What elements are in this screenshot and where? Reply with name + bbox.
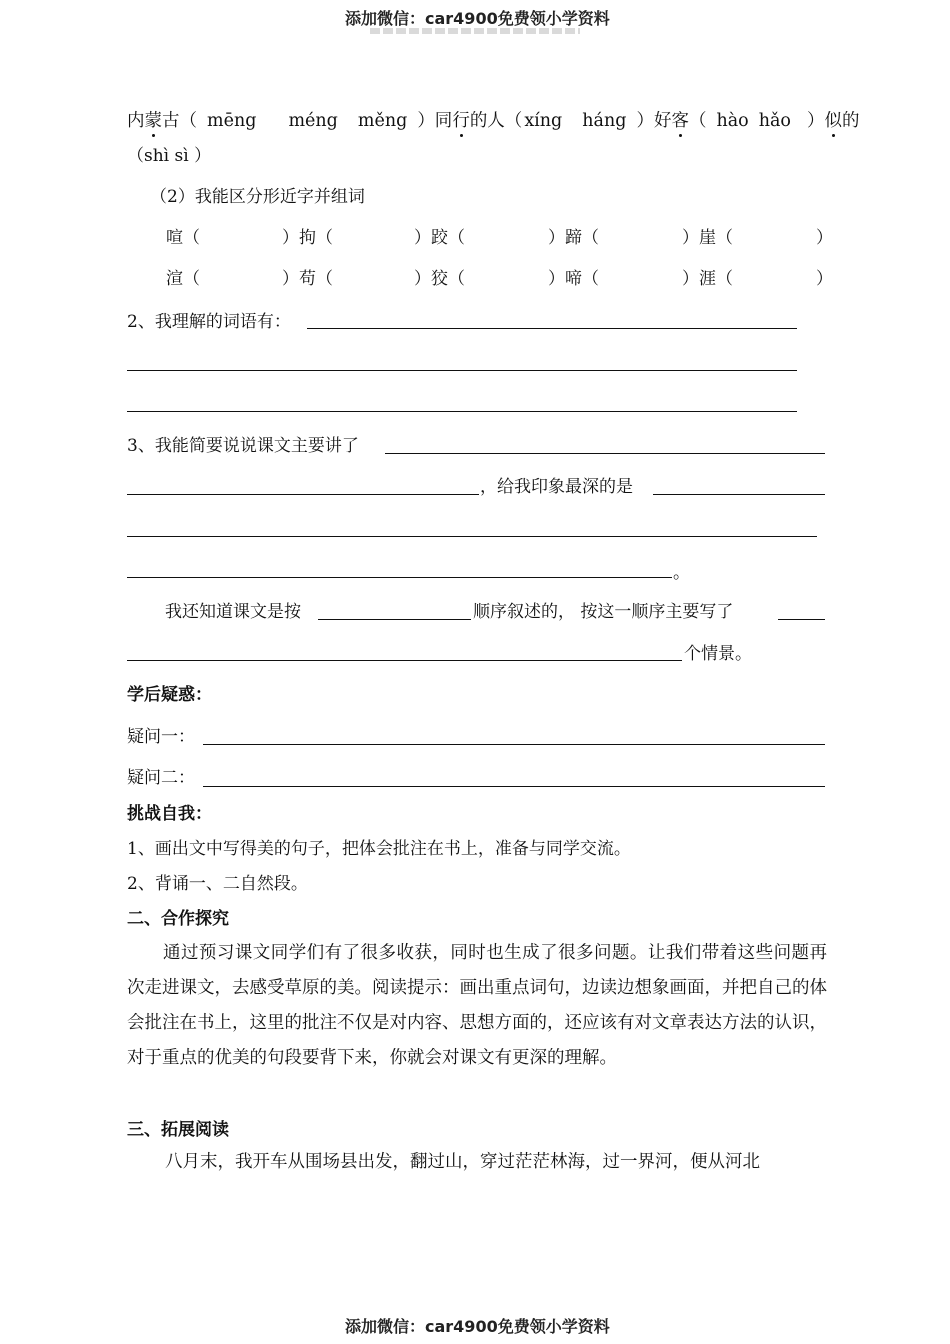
answer-line[interactable] — [203, 744, 825, 745]
dotted-char: 蒙 — [144, 111, 162, 131]
order-text-a: 我还知道课文是按 — [165, 602, 301, 622]
answer-line[interactable] — [385, 453, 825, 454]
answer-line[interactable] — [127, 411, 797, 412]
doubts-heading: 学后疑惑： — [127, 685, 212, 705]
footer-watermark: 添加微信：car4900免费领小学资料 — [345, 1317, 610, 1336]
part3-heading: 三、拓展阅读 — [127, 1120, 229, 1140]
q2-label: 2、我理解的词语有： — [127, 312, 291, 332]
faded-header-text — [370, 28, 580, 34]
pinyin-exercise-row: 内蒙古（ mēng méng měng ）同行的人（ xíng háng ）好客（ hào hǎo ）似的 — [127, 111, 860, 131]
answer-line[interactable] — [127, 660, 682, 661]
challenge-item-1: 1、画出文中写得美的句子，把体会批注在书上，准备与同学交流。 — [127, 839, 631, 859]
similar-chars-heading: （2）我能区分形近字并组词 — [150, 187, 365, 207]
answer-line[interactable] — [127, 577, 672, 578]
header-watermark: 添加微信：car4900免费领小学资料 — [345, 9, 610, 28]
doubt-1-label: 疑问一： — [127, 727, 195, 747]
answer-line[interactable] — [127, 494, 479, 495]
part2-heading: 二、合作探究 — [127, 909, 229, 929]
challenge-heading: 挑战自我： — [127, 804, 212, 824]
answer-line[interactable] — [127, 536, 817, 537]
q3-mid-text: ，给我印象最深的是 — [480, 477, 633, 497]
dotted-char: 客 — [671, 111, 689, 131]
answer-line[interactable] — [307, 328, 797, 329]
doubt-2-label: 疑问二： — [127, 768, 195, 788]
answer-line[interactable] — [127, 370, 797, 371]
challenge-item-2: 2、背诵一、二自然段。 — [127, 874, 308, 894]
dotted-char: 行 — [452, 111, 470, 131]
answer-line[interactable] — [778, 619, 825, 620]
order-text-b: 顺序叙述的， 按这一顺序主要写了 — [473, 602, 734, 622]
q3-label: 3、我能简要说说课文主要讲了 — [127, 436, 359, 456]
q3-end-mark: 。 — [673, 563, 690, 583]
answer-line[interactable] — [203, 786, 825, 787]
pinyin-continued: （shì sì ） — [127, 146, 212, 166]
answer-line[interactable] — [318, 619, 471, 620]
part2-paragraph: 通过预习课文同学们有了很多收获，同时也生成了很多问题。让我们带着这些问题再次走进课文，去感受草原的美。阅读提示：画出重点词句，边读边想象画面，并把自己的体会批注在书上，这里的批注不仅是对内容、思想方面的，还应该有对文章表达方法的认识，对于重点的优美的句段要背下来，你就会对课文有更深的理解。 — [127, 943, 827, 1068]
order-text-c: 个情景。 — [684, 644, 752, 664]
part3-paragraph: 八月末，我开车从围场县出发，翻过山，穿过茫茫林海，过一界河，便从河北 — [165, 1152, 760, 1172]
dotted-char: 似 — [824, 111, 842, 131]
answer-line[interactable] — [653, 494, 825, 495]
